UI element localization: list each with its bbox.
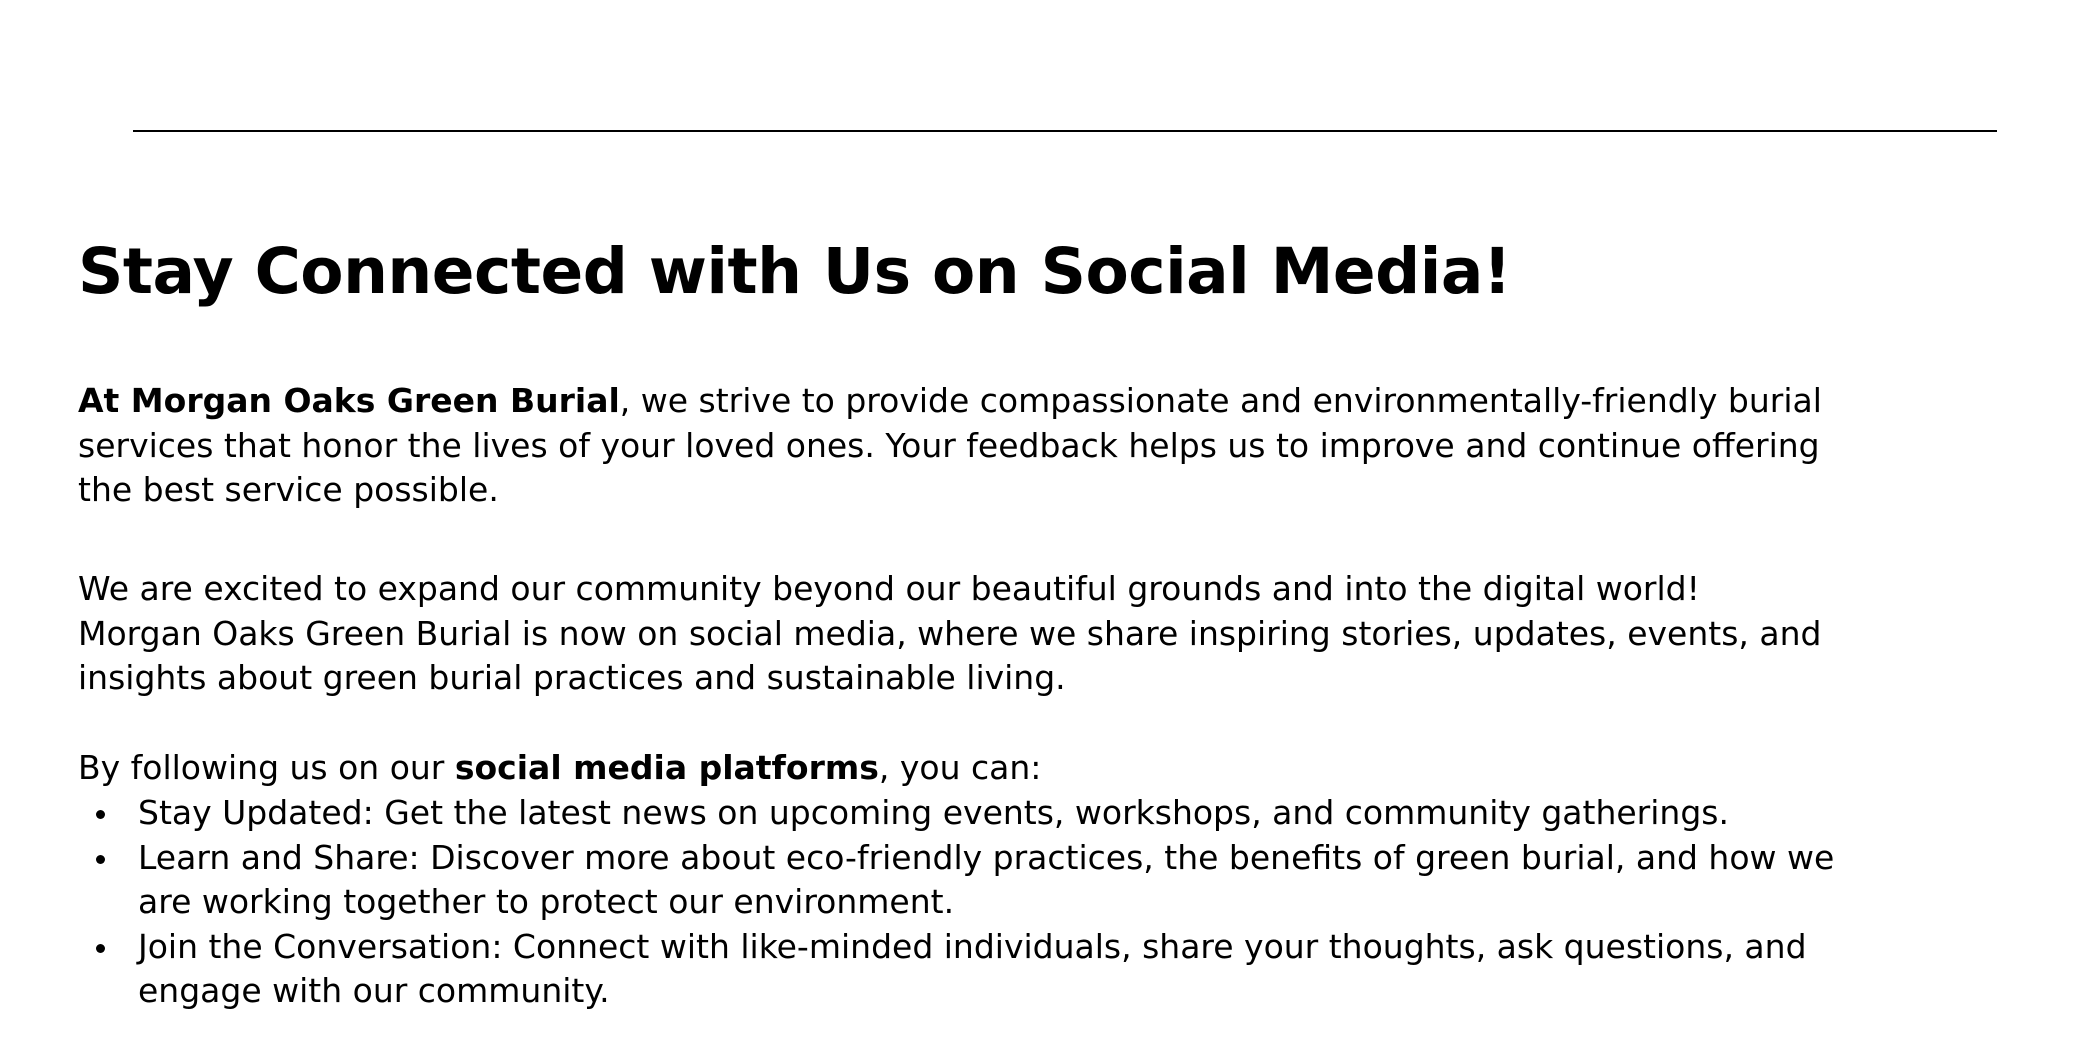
intro-line-1-text: , we strive to provide compassionate and environmentally-friendly burial — [619, 381, 1822, 420]
bullet-icon — [96, 810, 105, 819]
follow-tail: , you can: — [878, 748, 1042, 787]
expand-paragraph — [78, 567, 2038, 701]
list-item — [78, 791, 2038, 836]
benefit-line-1: Stay Updated: Get the latest news on upcoming events, workshops, and community gatherings. — [138, 793, 1729, 832]
expand-line-1: We are excited to expand our community beyond our beautiful grounds and into the digital world! — [78, 569, 1700, 608]
benefits-list — [78, 791, 2038, 1014]
bullet-icon — [96, 944, 105, 953]
brand-name: At Morgan Oaks Green Burial — [78, 381, 620, 420]
benefit-line-1: Learn and Share: Discover more about eco-friendly practices, the benefits of green burial, and how we — [138, 837, 1835, 877]
intro-paragraph — [78, 379, 2038, 513]
follow-paragraph — [78, 746, 2038, 791]
social-platforms-emphasis: social media platforms — [454, 748, 879, 787]
benefit-line-2: are working together to protect our environment. — [138, 882, 955, 921]
bullet-icon — [96, 855, 105, 864]
expand-line-2: Morgan Oaks Green Burial is now on social media, where we share inspiring stories, updates, events, and — [78, 613, 1822, 653]
intro-line-1 — [78, 379, 2038, 424]
header-divider — [133, 130, 1997, 132]
expand-line-3: insights about green burial practices and sustainable living. — [78, 658, 1066, 697]
intro-line-3: the best service possible. — [78, 470, 499, 509]
intro-line-2: services that honor the lives of your loved ones. Your feedback helps us to improve and continue offering — [78, 425, 1820, 465]
follow-lead: By following us on our — [78, 748, 455, 787]
benefit-line-1: Join the Conversation: Connect with like-minded individuals, share your thoughts, ask questions, and — [138, 926, 1807, 966]
list-item — [78, 925, 2038, 1014]
follow-line — [78, 746, 2038, 791]
list-item — [78, 836, 2038, 925]
benefit-line-2: engage with our community. — [138, 971, 610, 1010]
page-title: Stay Connected with Us on Social Media! — [78, 235, 1512, 308]
